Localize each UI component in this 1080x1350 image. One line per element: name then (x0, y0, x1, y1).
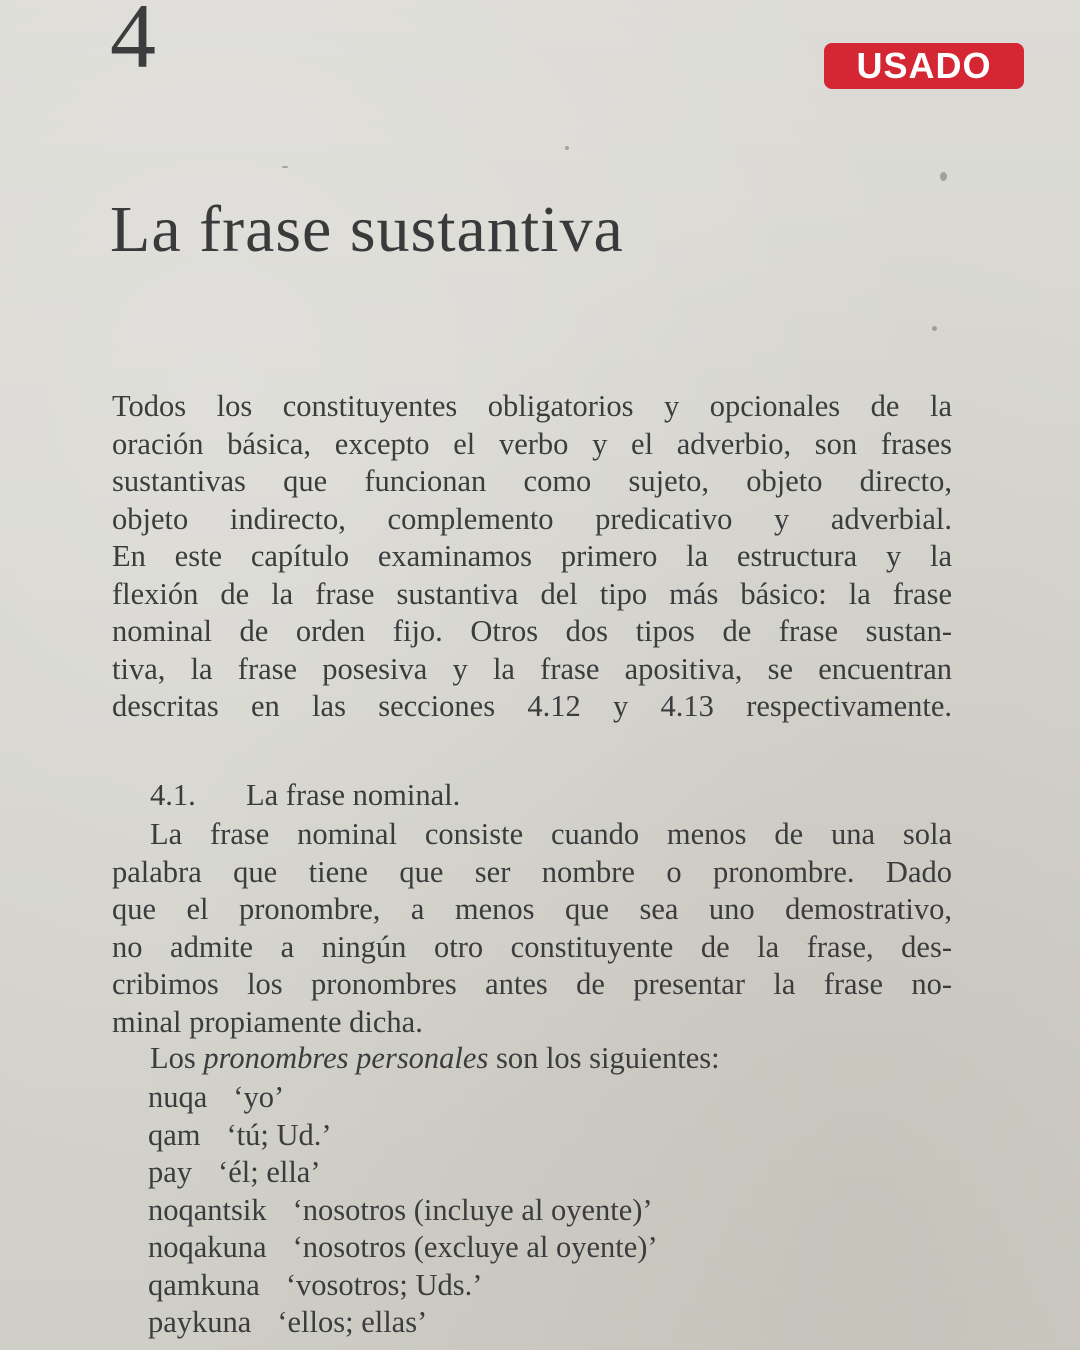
pronoun-word: paykuna (148, 1305, 252, 1339)
section-paragraph (112, 816, 952, 1041)
paper-speck (932, 326, 937, 331)
pronoun-gloss: ‘nosotros (incluye al oyente)’ (292, 1192, 653, 1227)
paper-speck (940, 172, 947, 181)
pronoun-word: noqakuna (148, 1230, 267, 1264)
section-line: cribimos los pronombres antes de presentar la frase no- (112, 967, 952, 1001)
pronoun-gloss: ‘vosotros; Uds.’ (285, 1267, 483, 1302)
section-line: que el pronombre, a menos que sea uno demostrativo, (112, 892, 952, 926)
pronoun-word: qamkuna (148, 1267, 260, 1302)
pronoun-gloss: ‘tú; Ud.’ (226, 1117, 332, 1152)
pronoun-item (148, 1229, 658, 1267)
pronouns-intro-italic: pronombres personales (203, 1041, 489, 1075)
paper-speck (565, 146, 569, 150)
section-line: La frase nominal consiste cuando menos de una sola (150, 817, 952, 851)
pronoun-gloss: ‘yo’ (233, 1080, 285, 1114)
intro-line: En este capítulo examinamos primero la estructura y la (112, 539, 952, 573)
used-badge: USADO (824, 43, 1024, 89)
pronoun-item (148, 1267, 658, 1305)
pronoun-item (148, 1304, 658, 1342)
pronoun-gloss: ‘ellos; ellas’ (277, 1305, 428, 1339)
section-heading (150, 778, 460, 813)
intro-line: flexión de la frase sustantiva del tipo más básico: la frase (112, 576, 952, 611)
pronoun-list (148, 1079, 658, 1342)
pronoun-item (148, 1192, 658, 1230)
section-number: 4.1. (150, 778, 196, 812)
section-line: no admite a ningún otro constituyente de la frase, des- (112, 929, 952, 964)
intro-line: nominal de orden fijo. Otros dos tipos de frase sustan- (112, 614, 952, 648)
pronoun-gloss: ‘nosotros (excluye al oyente)’ (292, 1230, 658, 1264)
section-line: palabra que tiene que ser nombre o pronombre. Dado (112, 854, 952, 889)
pronoun-word: nuqa (148, 1080, 208, 1114)
chapter-title: La frase sustantiva (110, 193, 624, 266)
intro-line: tiva, la frase posesiva y la frase apositiva, se encuentran (112, 651, 952, 686)
intro-line: objeto indirecto, complemento predicativo y adverbial. (112, 501, 952, 536)
intro-line: descritas en las secciones 4.12 y 4.13 respectivamente. (112, 689, 952, 723)
section-title: La frase nominal. (246, 778, 461, 812)
intro-line: Todos los constituyentes obligatorios y opcionales de la (112, 389, 952, 423)
pronouns-intro-before: Los (150, 1041, 196, 1075)
pronoun-word: qam (148, 1117, 201, 1152)
pronouns-intro (150, 1041, 720, 1076)
pronouns-intro-after: son los siguientes: (495, 1041, 720, 1075)
pronoun-word: noqantsik (148, 1192, 267, 1227)
pronoun-item (148, 1079, 658, 1117)
pronoun-item (148, 1154, 658, 1192)
chapter-number: 4 (110, 0, 156, 87)
pronoun-item (148, 1117, 658, 1155)
paper-speck (282, 166, 288, 168)
section-line: minal propiamente dicha. (112, 1004, 423, 1039)
intro-line: sustantivas que funcionan como sujeto, objeto directo, (112, 464, 952, 498)
pronoun-word: pay (148, 1155, 193, 1189)
intro-paragraph (112, 388, 952, 726)
pronoun-gloss: ‘él; ella’ (218, 1155, 321, 1189)
intro-line: oración básica, excepto el verbo y el adverbio, son frases (112, 426, 952, 461)
